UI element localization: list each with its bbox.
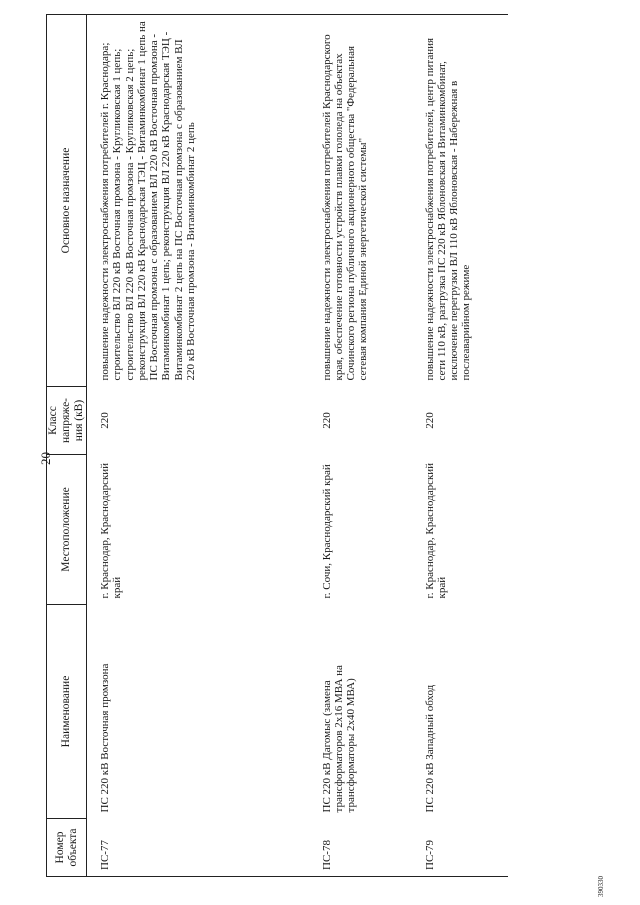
table-row [412, 15, 508, 877]
row-num: ПС-77 [87, 819, 309, 877]
row-name: ПС 220 кВ Восточная промзона [99, 663, 111, 813]
doc-code: 390330 [597, 876, 605, 897]
row-voltage: 220 [99, 412, 111, 429]
objects-table [46, 14, 508, 877]
page-number: 20 [38, 452, 53, 465]
row-location: г. Краснодар, Краснодарский край [99, 462, 124, 599]
row-num: ПС-78 [309, 819, 412, 877]
row-location: г. Сочи, Краснодарский край [320, 464, 333, 599]
row-purpose: повышение надежности электроснабжения потребителей, центр питания сети 110 кВ, разгрузка ПС 220 кВ Яблоновская и Витаминкомбинат, исключение перегрузки ВЛ 110 кВ Яблоновская - Набережная в послеаварийном режиме [412, 15, 508, 387]
row-purpose: повышение надежности электроснабжения потребителей г. Краснодара; строительство ВЛ 220 кВ Восточная промзона - Кругликовская 1 цепь; строительство ВЛ 220 кВ Восточная промзона - Кругликовская 2 цепь; реконструкция ВЛ 220 кВ Краснодарская ТЭЦ - Витаминкомбинат 1 цепь на ПС Восточная промзона с образованием ВЛ 220 кВ Восточная промзона - Витаминкомбинат 1 цепь; реконструкция ВЛ 220 кВ Краснодарская ТЭЦ - Витаминкомбинат 2 цепь на ПС Восточная промзона с образованием ВЛ 220 кВ Восточная промзона - Витаминкомбинат 2 цепь [87, 15, 309, 387]
table-header-row [47, 15, 87, 877]
header-voltage: Класс напряже-ния (кВ) [47, 387, 87, 455]
row-purpose: повышение надежности электроснабжения потребителей Краснодарского края, обеспечение готовности устройств плавки гололеда на объектах Сочинского региона публичного акционерного общества "Федеральная сетевая компания Единой энергетической системы" [309, 15, 412, 387]
header-num: Номер объекта [47, 819, 87, 877]
header-location: Местоположение [47, 455, 87, 605]
header-purpose: Основное назначение [47, 15, 87, 387]
header-name: Наименование [47, 605, 87, 819]
table-row [309, 15, 412, 877]
table-row [87, 15, 309, 877]
row-location: г. Краснодар, Краснодарский край [423, 462, 448, 599]
row-voltage: 220 [423, 412, 436, 429]
row-name: ПС 220 кВ Дагомыс (замена трансформаторов 2х16 МВА на трансформаторы 2х40 МВА) [320, 665, 358, 813]
row-voltage: 220 [320, 412, 333, 429]
row-num: ПС-79 [412, 819, 508, 877]
row-name: ПС 220 кВ Западный обход [423, 684, 436, 813]
